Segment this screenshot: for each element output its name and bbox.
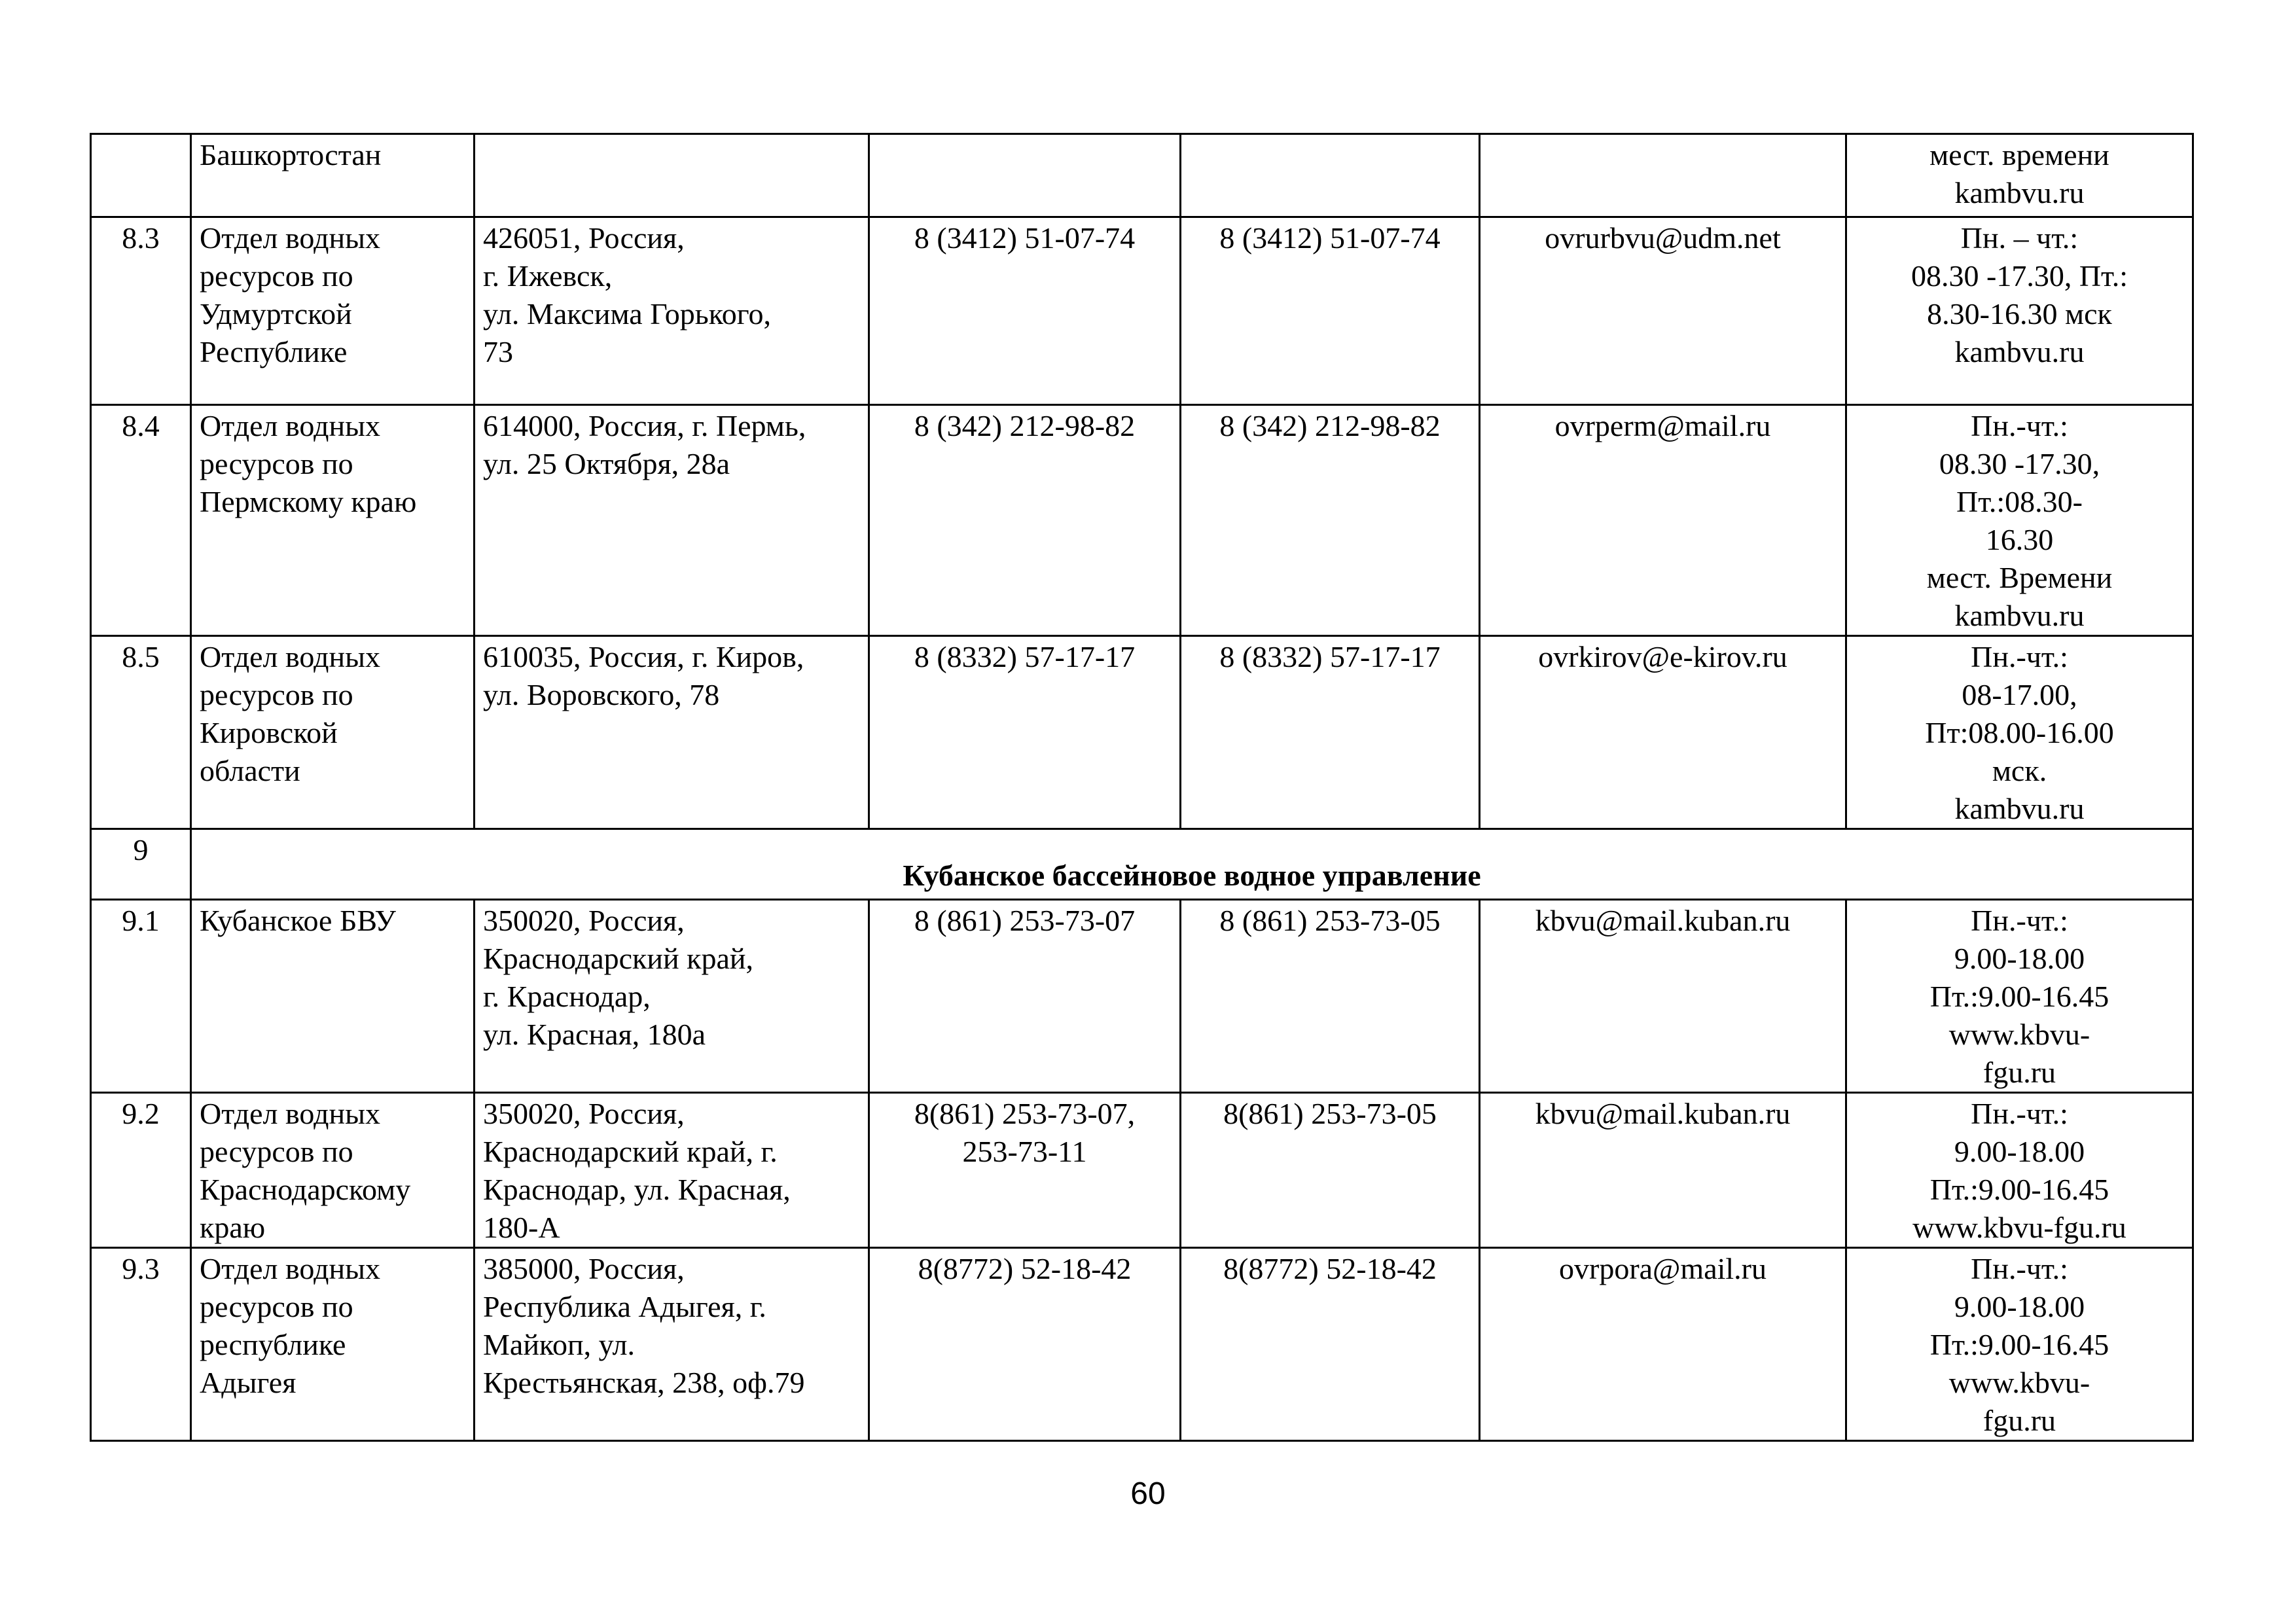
- address-line: 180-А: [483, 1211, 560, 1244]
- phone: [869, 900, 1181, 1093]
- fax: [1181, 1248, 1480, 1441]
- address-line: Крестьянская, 238, оф.79: [483, 1366, 805, 1399]
- fax: [1181, 900, 1480, 1093]
- phone-line: 8 (342) 212-98-82: [914, 409, 1136, 442]
- organization-name-line: Отдел водных: [200, 1097, 380, 1130]
- table-row: [91, 636, 2193, 829]
- working-hours-line: 8.30-16.30 мск: [1927, 297, 2112, 330]
- working-hours-line: 9.00-18.00: [1954, 1290, 2085, 1323]
- fax-line: 8(8772) 52-18-42: [1223, 1252, 1437, 1285]
- address-line: г. Ижевск,: [483, 259, 613, 293]
- working-hours-line: fgu.ru: [1982, 1056, 2056, 1089]
- address: [475, 636, 869, 829]
- working-hours-line: Пн.-чт.:: [1971, 640, 2068, 673]
- working-hours: [1846, 405, 2193, 636]
- organization-name-line: области: [200, 754, 300, 787]
- working-hours: [1846, 1248, 2193, 1441]
- phone: [869, 134, 1181, 217]
- page-number: 60: [1130, 1476, 1166, 1511]
- fax: [1181, 134, 1480, 217]
- address-line: 73: [483, 335, 513, 368]
- organization-name-line: ресурсов по: [200, 447, 353, 480]
- address-line: 350020, Россия,: [483, 1097, 685, 1130]
- table-row: [91, 405, 2193, 636]
- phone: [869, 217, 1181, 405]
- address: [475, 217, 869, 405]
- working-hours-line: 16.30: [1985, 523, 2054, 556]
- table-row: [91, 1093, 2193, 1248]
- address: [475, 900, 869, 1093]
- organization-name: [191, 134, 475, 217]
- working-hours-line: kambvu.ru: [1954, 335, 2085, 368]
- phone-line: 8(8772) 52-18-42: [918, 1252, 1132, 1285]
- organization-name-line: Краснодарскому: [200, 1173, 411, 1206]
- organization-name: [191, 405, 475, 636]
- section-header-row: [91, 829, 2193, 900]
- phone-line: 8 (861) 253-73-07: [914, 904, 1136, 937]
- working-hours-line: Пн. – чт.:: [1960, 221, 2079, 255]
- address-line: 426051, Россия,: [483, 221, 685, 255]
- address: [475, 1248, 869, 1441]
- email: ovrpora@mail.ru: [1480, 1248, 1846, 1441]
- organization-name-line: ресурсов по: [200, 259, 353, 293]
- working-hours-line: www.kbvu-: [1948, 1366, 2090, 1399]
- organization-name: [191, 1248, 475, 1441]
- working-hours-line: Пт.:9.00-16.45: [1929, 980, 2109, 1013]
- phone-line: 8 (8332) 57-17-17: [914, 640, 1136, 673]
- phone: [869, 1093, 1181, 1248]
- working-hours-line: kambvu.ru: [1954, 599, 2085, 632]
- organization-name-line: Республике: [200, 335, 348, 368]
- working-hours-line: Пн.-чт.:: [1971, 409, 2068, 442]
- working-hours-line: Пт.:9.00-16.45: [1929, 1173, 2109, 1206]
- address-line: Краснодар, ул. Красная,: [483, 1173, 791, 1206]
- organization-name: [191, 1093, 475, 1248]
- organization-name: [191, 900, 475, 1093]
- email: ovrperm@mail.ru: [1480, 405, 1846, 636]
- fax-line: 8(861) 253-73-05: [1223, 1097, 1437, 1130]
- phone: [869, 1248, 1181, 1441]
- address: [475, 134, 869, 217]
- contacts-table: [90, 133, 2194, 1442]
- table-row: [91, 134, 2193, 217]
- working-hours-line: мест. времени: [1929, 138, 2109, 171]
- phone-line: 8 (3412) 51-07-74: [914, 221, 1136, 255]
- phone-line: 8(861) 253-73-07,: [914, 1097, 1136, 1130]
- organization-name-line: Башкортостан: [200, 138, 382, 171]
- organization-name-line: Адыгея: [200, 1366, 296, 1399]
- working-hours-line: kambvu.ru: [1954, 792, 2085, 825]
- organization-name-line: ресурсов по: [200, 1290, 353, 1323]
- organization-name: [191, 217, 475, 405]
- fax: [1181, 217, 1480, 405]
- address-line: 614000, Россия, г. Пермь,: [483, 409, 806, 442]
- organization-name: [191, 636, 475, 829]
- phone-line: 253-73-11: [962, 1135, 1087, 1168]
- address-line: ул. Воровского, 78: [483, 678, 720, 711]
- section-number: 9: [91, 829, 191, 900]
- organization-name-line: Пермскому краю: [200, 485, 417, 518]
- email: kbvu@mail.kuban.ru: [1480, 1093, 1846, 1248]
- working-hours-line: 08.30 -17.30, Пт.:: [1911, 259, 2128, 293]
- address-line: 610035, Россия, г. Киров,: [483, 640, 804, 673]
- fax-line: 8 (342) 212-98-82: [1219, 409, 1441, 442]
- address-line: ул. Красная, 180а: [483, 1018, 706, 1051]
- address-line: 350020, Россия,: [483, 904, 685, 937]
- address-line: Краснодарский край, г.: [483, 1135, 778, 1168]
- working-hours-line: 08.30 -17.30,: [1939, 447, 2100, 480]
- table-body-section-9-header: [91, 829, 2193, 900]
- address-line: 385000, Россия,: [483, 1252, 685, 1285]
- working-hours-line: мск.: [1992, 754, 2047, 787]
- working-hours-line: Пт:08.00-16.00: [1925, 716, 2114, 749]
- fax: [1181, 1093, 1480, 1248]
- working-hours: [1846, 1093, 2193, 1248]
- organization-name-line: Удмуртской: [200, 297, 352, 330]
- table-body-section-8: [91, 134, 2193, 829]
- row-number: 8.5: [91, 636, 191, 829]
- working-hours: [1846, 636, 2193, 829]
- working-hours-line: kambvu.ru: [1954, 176, 2085, 209]
- organization-name-line: республике: [200, 1328, 346, 1361]
- fax: [1181, 405, 1480, 636]
- organization-name-line: краю: [200, 1211, 266, 1244]
- fax-line: 8 (3412) 51-07-74: [1219, 221, 1441, 255]
- phone: [869, 405, 1181, 636]
- email: kbvu@mail.kuban.ru: [1480, 900, 1846, 1093]
- organization-name-line: Кировской: [200, 716, 338, 749]
- organization-name-line: Отдел водных: [200, 1252, 380, 1285]
- row-number: 9.3: [91, 1248, 191, 1441]
- organization-name-line: Отдел водных: [200, 409, 380, 442]
- working-hours-line: www.kbvu-fgu.ru: [1912, 1211, 2126, 1244]
- working-hours-line: мест. Времени: [1926, 561, 2113, 594]
- address-line: ул. Максима Горького,: [483, 297, 771, 330]
- working-hours-line: Пт.:08.30-: [1956, 485, 2083, 518]
- working-hours-line: 9.00-18.00: [1954, 1135, 2085, 1168]
- address: [475, 1093, 869, 1248]
- fax: [1181, 636, 1480, 829]
- working-hours-line: Пн.-чт.:: [1971, 1097, 2068, 1130]
- address-line: г. Краснодар,: [483, 980, 651, 1013]
- working-hours-line: fgu.ru: [1982, 1404, 2056, 1437]
- row-number: 8.4: [91, 405, 191, 636]
- row-number: [91, 134, 191, 217]
- working-hours-line: Пн.-чт.:: [1971, 904, 2068, 937]
- organization-name-line: ресурсов по: [200, 678, 353, 711]
- row-number: 8.3: [91, 217, 191, 405]
- organization-name-line: Кубанское БВУ: [200, 904, 396, 937]
- email: ovrkirov@e-kirov.ru: [1480, 636, 1846, 829]
- working-hours-line: Пт.:9.00-16.45: [1929, 1328, 2109, 1361]
- fax-line: 8 (8332) 57-17-17: [1219, 640, 1441, 673]
- working-hours-line: 9.00-18.00: [1954, 942, 2085, 975]
- table-body-section-9: [91, 900, 2193, 1441]
- working-hours: [1846, 217, 2193, 405]
- section-title: Кубанское бассейновое водное управление: [191, 829, 2193, 900]
- row-number: 9.2: [91, 1093, 191, 1248]
- working-hours: [1846, 900, 2193, 1093]
- address: [475, 405, 869, 636]
- address-line: ул. 25 Октября, 28а: [483, 447, 730, 480]
- working-hours-line: 08-17.00,: [1962, 678, 2077, 711]
- organization-name-line: ресурсов по: [200, 1135, 353, 1168]
- organization-name-line: Отдел водных: [200, 640, 380, 673]
- working-hours-line: www.kbvu-: [1948, 1018, 2090, 1051]
- email: ovrurbvu@udm.net: [1480, 217, 1846, 405]
- table-row: [91, 900, 2193, 1093]
- address-line: Майкоп, ул.: [483, 1328, 635, 1361]
- address-line: Краснодарский край,: [483, 942, 754, 975]
- organization-name-line: Отдел водных: [200, 221, 380, 255]
- table-row: [91, 217, 2193, 405]
- row-number: 9.1: [91, 900, 191, 1093]
- address-line: Республика Адыгея, г.: [483, 1290, 766, 1323]
- table-row: [91, 1248, 2193, 1441]
- fax-line: 8 (861) 253-73-05: [1219, 904, 1441, 937]
- working-hours: [1846, 134, 2193, 217]
- phone: [869, 636, 1181, 829]
- email: [1480, 134, 1846, 217]
- working-hours-line: Пн.-чт.:: [1971, 1252, 2068, 1285]
